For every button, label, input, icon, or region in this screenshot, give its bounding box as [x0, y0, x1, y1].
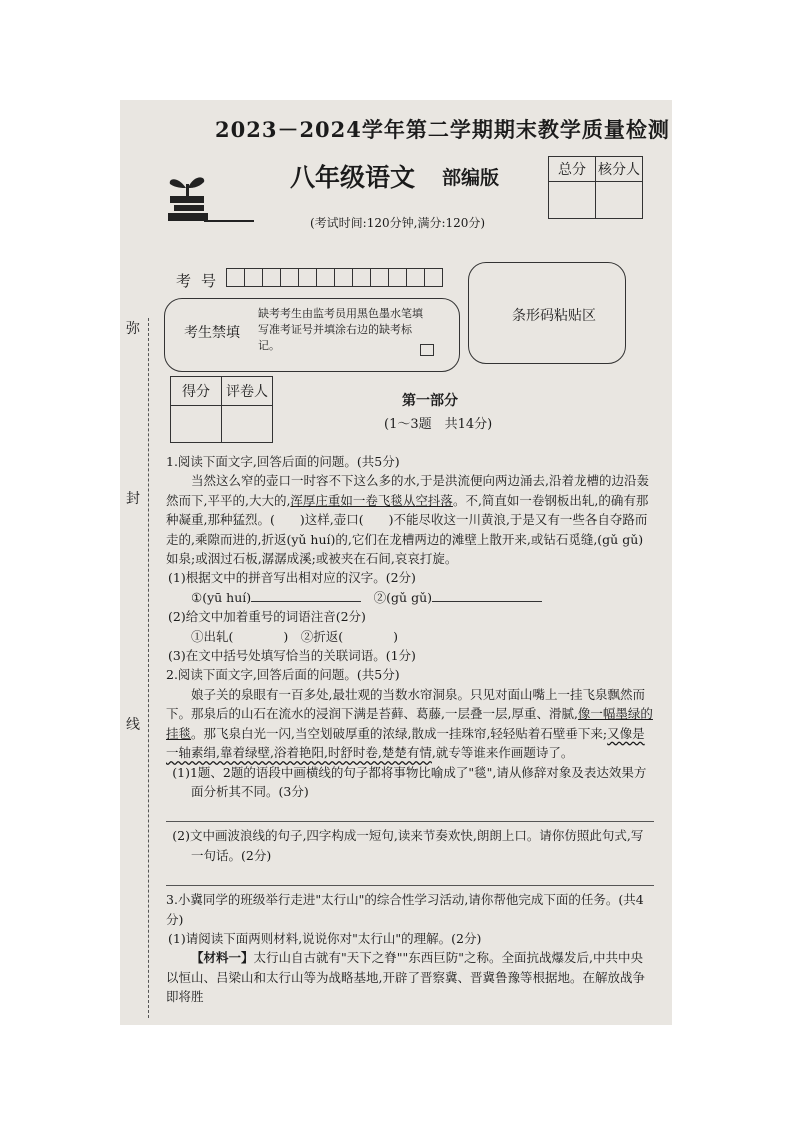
q2-stem: 2.阅读下面文字,回答后面的问题。(共5分): [166, 667, 400, 683]
q1-sub3: (3)在文中括号处填写恰当的关联词语。(1分): [168, 648, 416, 664]
score-table: [548, 156, 643, 219]
grader-table: [170, 376, 273, 443]
questions: [166, 452, 654, 1007]
part-title: 第一部分: [402, 393, 458, 409]
exam-title: 2023－2024学年第二学期期末教学质量检测: [215, 117, 670, 142]
q1-stem: 1.阅读下面文字,回答后面的问题。(共5分): [166, 454, 400, 469]
answer-blank[interactable]: [432, 589, 542, 602]
kaohao-label: 考号: [176, 272, 227, 290]
score-header: 得分: [171, 377, 222, 406]
q1-passage: 当然这么窄的壶口一时容不下这么多的水,于是洪流便向两边涌去,沿着龙槽的边沿轰然而下,平平的,大大的,浑厚庄重如一卷飞毯从空抖落。不,简直如一卷钢板出轧,的确有那种凝重,那种猛烈。( )这样,壶口( )不能尽收这一川黄浪,于是又有一些各自夺路而走的,乘隙而进的,折返(yǔ huí)的,它们在龙槽两边的滩壁上散开来,或钻石觅缝,(gǔ gǔ)如泉;或洇过石板,潺潺成溪;或被夹在石间,哀哀打旋。: [166, 473, 649, 567]
q2-sub2: (2)文中画波浪线的句子,四字构成一短句,读来节奏欢快,朗朗上口。请你仿照此句式,写一句话。(2分): [172, 828, 644, 863]
answer-line[interactable]: [166, 801, 654, 822]
restricted-label: 考生禁填: [184, 325, 240, 341]
seal-line: [148, 318, 149, 1018]
grader-header: 评卷人: [222, 377, 273, 406]
q3-sub1: (1)请阅读下面两则材料,说说你对"太行山"的理解。(2分): [168, 930, 482, 946]
answer-line[interactable]: [166, 865, 654, 886]
grader-cell[interactable]: [222, 406, 273, 443]
total-score-header: 总分: [549, 157, 596, 182]
q1-sub2: (2)给文中加着重号的词语注音(2分): [168, 609, 366, 625]
answer-blank[interactable]: [251, 589, 361, 602]
exam-paper: [120, 100, 672, 1025]
subject-title: 八年级语文: [290, 163, 416, 192]
score-cell[interactable]: [171, 406, 222, 443]
q1-sub1-answers: ①(yū huí) ②(gǔ gǔ): [166, 588, 654, 607]
edition-label: 部编版: [442, 167, 500, 189]
checker-header: 核分人: [596, 157, 643, 182]
kaohao-input-boxes[interactable]: [226, 268, 442, 287]
seal-char-mi: 弥: [126, 321, 140, 337]
absence-note: 缺考考生由监考员用黑色墨水笔填写准考证号并填涂右边的缺考标记。: [258, 307, 423, 352]
q1-sub2-answers: ①出轧( ) ②折返( ): [191, 628, 399, 644]
q2-passage: 娘子关的泉眼有一百多处,最壮观的当数水帘洞泉。只见对面山嘴上一挂飞泉飘然而下。那泉后的山石在流水的浸润下满是苔藓、葛藤,一层叠一层,厚重、滑腻,像一幅墨绿的挂毯。那飞泉白光一闪,当空划破厚重的浓绿,散成一挂珠帘,轻轻贴着石壁垂下来;又像是一轴素绢,靠着绿壁,浴着艳阳,时舒时卷,楚楚有情,就专等谁来作画题诗了。: [166, 686, 653, 761]
q3-stem: 3.小冀同学的班级举行走进"太行山"的综合性学习活动,请你帮他完成下面的任务。(共4分): [166, 892, 644, 927]
checker-cell[interactable]: [596, 182, 643, 219]
q1-sub1: (1)根据文中的拼音写出相对应的汉字。(2分): [168, 570, 416, 586]
seal-char-xian: 线: [126, 717, 140, 733]
q3-material1: 【材料一】太行山自古就有"天下之脊""东西巨防"之称。全面抗战爆发后,中共中央以恒山、吕梁山和太行山等为战略基地,开辟了晋察冀、晋冀鲁豫等根据地。在解放战争即将胜: [166, 950, 645, 1005]
q2-underlined-sentence: 像一幅墨绿的挂毯: [166, 706, 653, 741]
barcode-label: 条形码粘贴区: [512, 308, 596, 324]
q1-underlined-sentence: 浑厚庄重如一卷飞毯从空抖落: [290, 492, 453, 508]
total-score-cell[interactable]: [549, 182, 596, 219]
part-range: (1～3题 共14分): [384, 417, 493, 432]
q2-sub1: (1)1题、2题的语段中画横线的句子都将事物比喻成了"毯",请从修辞对象及表达效果方面分析其不同。(3分): [172, 764, 647, 799]
absence-mark-box[interactable]: [420, 344, 434, 356]
exam-info: (考试时间:120分钟,满分:120分): [310, 216, 486, 230]
q2-wavy-sentence: 又像是一轴素绢,靠着绿壁,浴着艳阳,时舒时卷,楚楚有情: [166, 725, 645, 761]
seal-char-feng: 封: [126, 491, 140, 507]
book-plant-logo-icon: [164, 166, 254, 226]
